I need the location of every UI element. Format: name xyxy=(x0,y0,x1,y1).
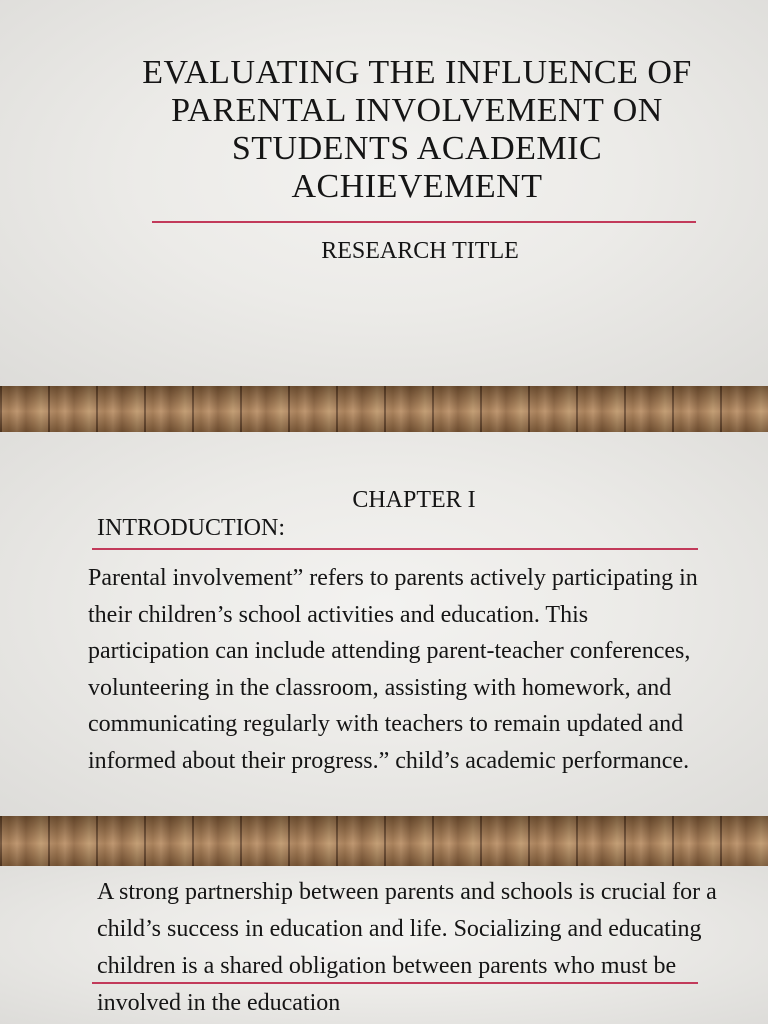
partnership-paragraph: A strong partnership between parents and schools is crucial for a child’s success in education and life. Socializing and educating children is a shared obligation between parents who must be involved in the education xyxy=(97,879,717,1016)
heading-divider xyxy=(92,982,698,984)
introduction-paragraph: Parental involvement” refers to parents actively participating in their children’s school activities and education. This participation can include attending parent-teacher conferences, volunteering in the classroom, assisting with homework, and communicating regularly with teachers to remain updated and informed about their progress.” child’s academic performance. xyxy=(88,565,698,774)
wood-floor-decoration xyxy=(0,816,768,866)
presentation-title: EVALUATING THE INFLUENCE OF PARENTAL INVOLVEMENT ON STUDENTS ACADEMIC ACHIEVEMENT xyxy=(142,54,692,205)
chapter-label: CHAPTER I xyxy=(352,487,476,513)
wood-floor-decoration xyxy=(0,386,768,432)
title-divider xyxy=(152,221,696,223)
section-heading: INTRODUCTION: xyxy=(97,515,285,541)
presentation-subtitle: RESEARCH TITLE xyxy=(321,238,519,264)
heading-divider xyxy=(92,548,698,550)
